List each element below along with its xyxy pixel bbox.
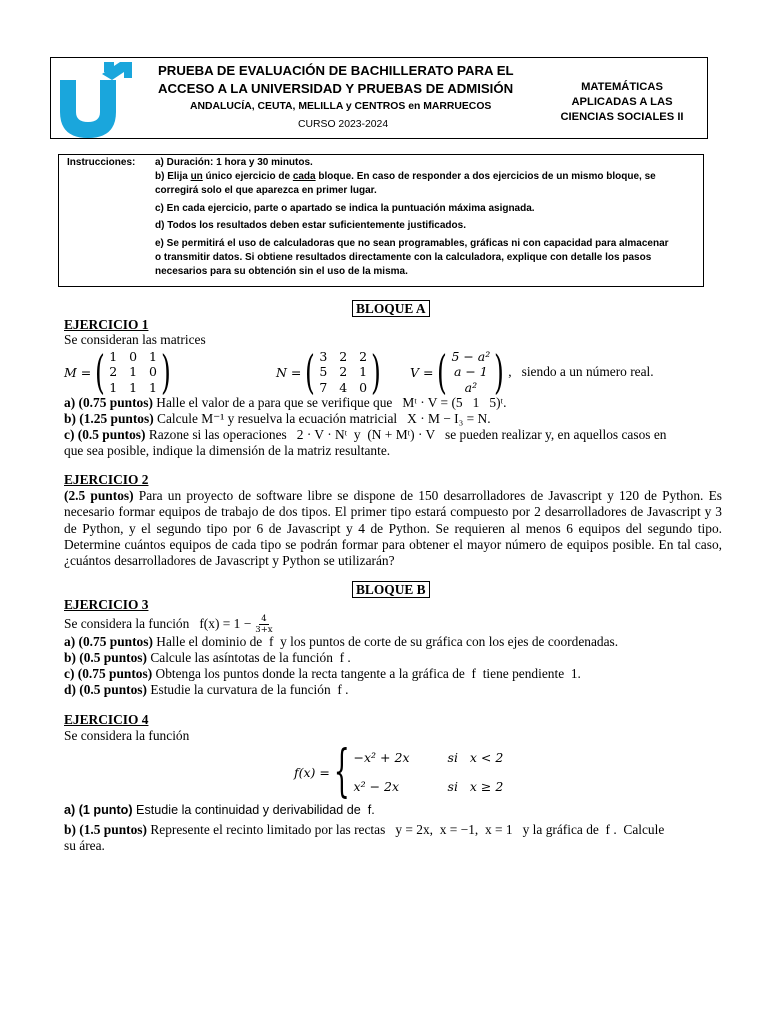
- university-logo: [58, 60, 134, 138]
- instruction-d: d) Todos los resultados deben estar suficientemente justificados.: [155, 220, 466, 231]
- subject-line1: MATEMÁTICAS: [581, 81, 663, 93]
- header-course: CURSO 2023-2024: [298, 119, 389, 130]
- paren-right: ): [160, 345, 171, 399]
- case-2-expression: x² − 2x: [353, 779, 400, 794]
- instruction-a: a) Duración: 1 hora y 30 minutos.: [155, 157, 313, 168]
- fraction-denominator: 3+x: [255, 625, 273, 635]
- block-b-label: BLOQUE B: [352, 581, 430, 598]
- exercise-3-part-c: c) (0.75 puntos) Obtenga los puntos donde la recta tangente a la gráfica de f tiene pendiente 1.: [64, 666, 581, 681]
- block-a-label: BLOQUE A: [352, 300, 430, 317]
- exercise-2-statement: (2.5 puntos) Para un proyecto de software libre se dispone de 150 desarrolladores de Javascript y 120 de Python. Es necesario formar equipos de trabajo de dos tipos. El primer tipo estará compuesto por 2 desarrolladores de Javascript y 3 de Python, y el segundo tipo por 6 de Javascript y 4 de Python. Se requieren al menos 6 equipos del segundo tipo. Determine cuántos equipos de cada tipo se podrán formar para obtener el mayor número de equipos posible. En tal caso, ¿cuántos desarrolladores de Javascript y Python se utilizarán?: [64, 488, 722, 569]
- block-a-heading: [352, 300, 430, 318]
- exercise-3-part-a: a) (0.75 puntos) Halle el dominio de f y los puntos de corte de su gráfica con los ejes de coordenadas.: [64, 634, 619, 649]
- case-1-expression: −x² + 2x: [353, 750, 410, 765]
- paren-left: (: [437, 345, 448, 399]
- exercise-4-intro: Se considera la función: [64, 728, 190, 743]
- matrix-n-row: 7 4 0: [319, 379, 368, 395]
- matrix-m: [64, 345, 175, 399]
- matrix-n-row: 3 2 2: [319, 348, 368, 364]
- matrix-v-row: a²: [464, 379, 478, 395]
- matrix-n: [276, 345, 385, 399]
- instruction-b-line2: corregirá solo el que aparezca en primer lugar.: [155, 185, 377, 196]
- matrix-tail-text: , siendo a un número real.: [508, 363, 654, 379]
- matrix-n-label: N =: [276, 364, 302, 380]
- instruction-e-line1: e) Se permitirá el uso de calculadoras que no sean programables, gráficas ni con capacidad para almacenar: [155, 238, 669, 249]
- instructions-label: Instrucciones:: [67, 157, 136, 168]
- exercise-1-part-c-line2: que sea posible, indique la dimensión de la matriz resultante.: [64, 443, 391, 458]
- exercise-3-title: EJERCICIO 3: [64, 597, 149, 612]
- matrix-v-label: V =: [410, 364, 434, 380]
- exercise-1-title: EJERCICIO 1: [64, 317, 149, 332]
- matrix-v-row: 5 − a²: [451, 348, 491, 364]
- exercise-4-part-b-line2: su área.: [64, 838, 105, 853]
- piecewise-case-1: [354, 750, 504, 765]
- piecewise-cases: [354, 750, 504, 794]
- instruction-e-line2: o transmitir datos. Si obtiene resultados directamente con la calculadora, explique con detalle los pasos: [155, 252, 652, 263]
- matrix-n-body: [319, 349, 367, 396]
- matrix-m-row: 2 1 0: [109, 364, 157, 380]
- piecewise-function: [294, 739, 504, 804]
- exercise-4-part-a: a) (1 punto) Estudie la continuidad y derivabilidad de f.: [64, 803, 375, 817]
- piecewise-lhs: f(x) =: [294, 764, 330, 780]
- brace-icon: {: [333, 739, 350, 804]
- paren-left: (: [95, 345, 106, 399]
- matrix-n-row: 5 2 1: [319, 364, 368, 380]
- instruction-c: c) En cada ejercicio, parte o apartado se indica la puntuación máxima asignada.: [155, 203, 535, 214]
- exercise-3-part-d: d) (0.5 puntos) Estudie la curvatura de la función f .: [64, 682, 349, 697]
- exercise-1-part-a: a) (0.75 puntos) Halle el valor de a para que se verifique que Mᵗ · V = (5 1 5)ᵗ.: [64, 395, 507, 410]
- piecewise-case-2: [354, 779, 504, 794]
- exercise-4-title: EJERCICIO 4: [64, 712, 149, 727]
- matrix-m-row: 1 1 1: [109, 379, 157, 395]
- exercise-3-intro: [64, 614, 273, 635]
- matrix-m-body: [109, 349, 157, 396]
- header-title-line1: PRUEBA DE EVALUACIÓN DE BACHILLERATO PARA EL: [158, 63, 514, 78]
- exercise-3-intro-text: Se considera la función f(x) = 1 −: [64, 616, 252, 632]
- subject-name: [548, 80, 696, 125]
- exercise-1-part-c: c) (0.5 puntos) Razone si las operaciones 2 · V · Nᵗ y (N + Mᵗ) · V se pueden realizar y, en aquellos casos en: [64, 427, 667, 442]
- paren-left: (: [305, 345, 316, 399]
- exercise-2-title: EJERCICIO 2: [64, 472, 149, 487]
- instruction-e-line3: necesarios para su obtención sin el uso de la misma.: [155, 266, 408, 277]
- matrix-v: [410, 345, 654, 399]
- exercise-4-part-b: b) (1.5 puntos) Represente el recinto limitado por las rectas y = 2x, x = −1, x = 1 y la gráfica de f . Calcule: [64, 822, 665, 837]
- subject-line3: CIENCIAS SOCIALES II: [560, 111, 684, 123]
- exercise-3-part-b: b) (0.5 puntos) Calcule las asíntotas de la función f .: [64, 650, 351, 665]
- fraction-numerator: 4: [261, 614, 267, 624]
- case-2-condition: si x ≥ 2: [447, 779, 504, 794]
- fraction: [255, 614, 272, 635]
- matrix-m-label: M =: [64, 364, 92, 380]
- paren-right: ): [494, 345, 505, 399]
- matrix-m-row: 1 0 1: [109, 348, 157, 364]
- matrix-v-body: [451, 349, 490, 396]
- case-1-condition: si x < 2: [447, 750, 504, 765]
- instruction-b: b) Elija un único ejercicio de cada bloque. En caso de responder a dos ejercicios de un mismo bloque, se: [155, 171, 656, 182]
- paren-right: ): [371, 345, 381, 399]
- block-b-heading: [352, 581, 430, 599]
- subject-line2: APLICADAS A LAS: [571, 96, 673, 108]
- header-region: ANDALUCÍA, CEUTA, MELILLA y CENTROS en MARRUECOS: [190, 101, 492, 112]
- exercise-1-part-b: b) (1.25 puntos) Calcule M⁻¹ y resuelva la ecuación matricial X · M − I₃ = N.: [64, 411, 491, 426]
- matrix-v-row: a − 1: [453, 364, 488, 380]
- exercise-1-intro: Se consideran las matrices: [64, 332, 206, 347]
- header-title-line2: ACCESO A LA UNIVERSIDAD Y PRUEBAS DE ADMISIÓN: [158, 81, 514, 96]
